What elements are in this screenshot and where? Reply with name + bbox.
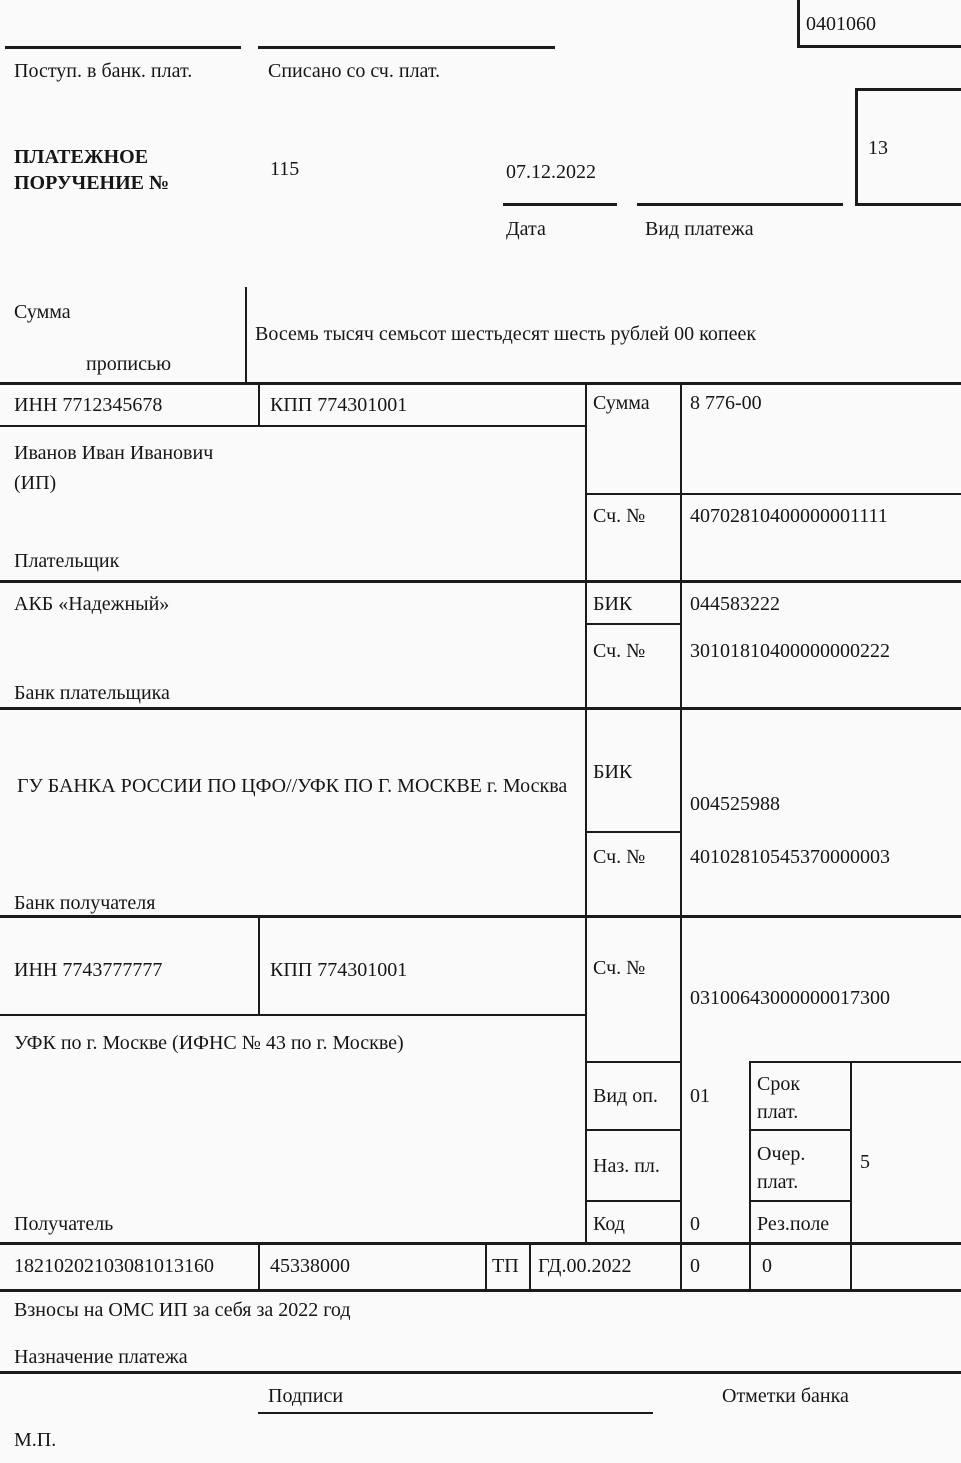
op-type-cell-bottom-line	[585, 1129, 681, 1131]
payee-bank-bik-row-line	[585, 831, 681, 833]
payer-status-code: 13	[868, 137, 888, 159]
reserve-field-label: Рез.поле	[757, 1213, 830, 1235]
form-code-box-bottom-border	[797, 45, 961, 48]
payment-basis-value: ТП	[492, 1255, 519, 1277]
date-underline	[503, 203, 617, 206]
payer-bank-account: 30101810400000000222	[690, 640, 890, 662]
payer-bank-account-label: Сч. №	[593, 640, 646, 662]
form-code: 0401060	[806, 13, 876, 35]
bank-marks-label: Отметки банка	[722, 1385, 849, 1407]
due-cell-top-line	[749, 1061, 961, 1063]
receipt-date-line	[5, 46, 241, 49]
payer-bank-bik-row-line	[585, 623, 681, 625]
payer-inn-kpp-divider	[258, 382, 260, 427]
receipt-label: Поступ. в банк. плат.	[14, 60, 193, 82]
payment-purpose: Взносы на ОМС ИП за себя за 2022 год	[14, 1299, 351, 1321]
payer-account: 40702810400000001111	[690, 505, 888, 527]
tax-period-value: ГД.00.2022	[538, 1255, 632, 1277]
code-label: Код	[593, 1213, 625, 1235]
op-type-cell-top-line	[585, 1061, 681, 1063]
payment-type-underline	[637, 203, 843, 206]
payment-purpose-label: Назначение платежа	[14, 1346, 188, 1368]
tax-doc-number-value: 0	[690, 1255, 700, 1277]
status-box-left-border	[855, 88, 858, 205]
document-date: 07.12.2022	[506, 161, 596, 183]
order-cell-bottom-line	[749, 1200, 851, 1202]
sum-row-bottom-line	[585, 493, 961, 495]
payee-bank-bik: 004525988	[690, 793, 780, 815]
section-line	[0, 1371, 961, 1374]
payer-account-label: Сч. №	[593, 505, 646, 527]
oktmo-value: 45338000	[270, 1255, 350, 1277]
payee-bank-account-label: Сч. №	[593, 846, 646, 868]
op-type-value: 01	[690, 1085, 710, 1107]
section-line	[0, 915, 961, 918]
purpose-code-cell-bottom-line	[585, 1200, 681, 1202]
amount-words-label-top: Сумма	[14, 301, 71, 323]
sum-value: 8 776-00	[690, 392, 762, 414]
payee-account: 03100643000000017300	[690, 987, 890, 1009]
section-line	[0, 580, 961, 583]
status-box-bottom-border	[855, 203, 961, 206]
payer-bank-bik-label: БИК	[593, 593, 633, 615]
debit-label: Списано со сч. плат.	[268, 60, 441, 82]
signature-line	[258, 1412, 653, 1414]
section-line	[0, 707, 961, 710]
payer-section-label: Плательщик	[14, 550, 120, 572]
payer-inn-row-bottom-line	[0, 425, 586, 427]
debit-date-line	[258, 46, 555, 49]
date-label: Дата	[506, 218, 546, 240]
label-column-right-border	[680, 382, 682, 1292]
section-line	[0, 1242, 961, 1245]
amount-words-divider	[245, 287, 247, 383]
amount-in-words: Восемь тысяч семьсот шестьдесят шесть рублей 00 копеек	[255, 323, 757, 345]
payee-inn-row-bottom-line	[0, 1014, 586, 1016]
tax-row-divider-1	[258, 1242, 260, 1292]
payer-bank-name: АКБ «Надежный»	[14, 593, 170, 615]
order-value-column-left-border	[850, 1061, 852, 1292]
amount-words-label-bottom: прописью	[86, 353, 172, 375]
purpose-code-label: Наз. пл.	[593, 1155, 660, 1177]
kbk-value: 18210202103081013160	[14, 1255, 214, 1277]
payee-inn: ИНН 7743777777	[14, 959, 163, 981]
payee-section-label: Получатель	[14, 1213, 114, 1235]
payer-inn: ИНН 7712345678	[14, 394, 163, 416]
payee-bank-account: 40102810545370000003	[690, 846, 890, 868]
payee-kpp: КПП 774301001	[270, 959, 408, 981]
payee-inn-kpp-divider	[258, 915, 260, 1016]
payee-account-label: Сч. №	[593, 957, 646, 979]
payer-bank-bik: 044583222	[690, 593, 780, 615]
due-cell-bottom-line	[749, 1129, 851, 1131]
payee-bank-bik-label: БИК	[593, 761, 633, 783]
stamp-place-label: М.П.	[14, 1429, 57, 1451]
payer-name: Иванов Иван Иванович (ИП)	[14, 442, 214, 494]
order-value: 5	[860, 1151, 870, 1173]
op-type-label: Вид оп.	[593, 1085, 658, 1107]
payer-kpp: КПП 774301001	[270, 394, 408, 416]
due-column-left-border	[749, 1061, 751, 1292]
due-date-label: Срок плат.	[757, 1073, 801, 1123]
payee-bank-section-label: Банк получателя	[14, 892, 156, 914]
code-value: 0	[690, 1213, 700, 1235]
payee-bank-name: ГУ БАНКА РОССИИ ПО ЦФО//УФК ПО Г. МОСКВЕ г. Москва	[17, 775, 568, 797]
label-column-left-border	[585, 382, 587, 1243]
order-label: Очер. плат.	[757, 1143, 806, 1193]
document-number: 115	[270, 158, 300, 180]
tax-doc-date-value: 0	[762, 1255, 772, 1277]
payer-bank-section-label: Банк плательщика	[14, 682, 170, 704]
tax-row-divider-2	[485, 1242, 487, 1292]
tax-row-divider-3	[529, 1242, 531, 1292]
payee-name: УФК по г. Москве (ИФНС № 43 по г. Москве)	[14, 1032, 404, 1054]
form-code-box-left-border	[797, 0, 800, 47]
section-line	[0, 382, 961, 385]
document-title: ПЛАТЕЖНОЕ ПОРУЧЕНИЕ №	[14, 146, 170, 194]
status-box-top-border	[855, 88, 961, 91]
sum-label: Сумма	[593, 392, 650, 414]
section-line	[0, 1289, 961, 1292]
payment-type-label: Вид платежа	[645, 218, 754, 240]
signatures-label: Подписи	[268, 1385, 344, 1407]
